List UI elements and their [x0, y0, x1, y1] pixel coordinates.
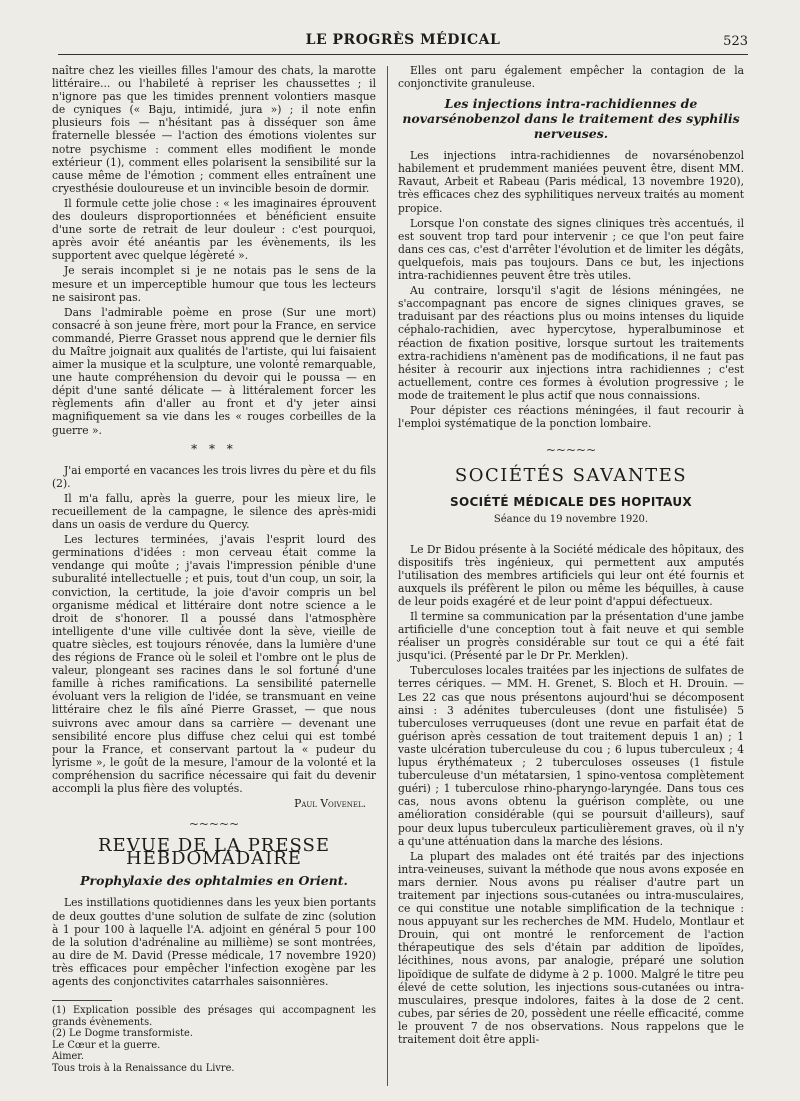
ornament-divider: ~~~~~ — [545, 443, 597, 458]
article-title: Prophylaxie des ophtalmies en Orient. — [80, 873, 348, 889]
paragraph: J'ai emporté en vacances les trois livres du père et du fils (2). — [52, 463, 376, 490]
section-title: REVUE DE LA PRESSE HEBDOMADAIRE — [98, 835, 330, 870]
footnote-rule — [52, 1000, 112, 1001]
footnote: Tous trois à la Renaissance du Livre. — [52, 1063, 235, 1075]
page-header — [58, 28, 748, 55]
society-name: SOCIÉTÉ MÉDICALE DES HOPITAUX — [450, 495, 692, 510]
running-title: LE PROGRÈS MÉDICAL — [305, 32, 501, 48]
footnote: Aimer. — [52, 1051, 85, 1063]
footnotes — [52, 1005, 376, 1075]
paragraph: Le Dr Bidou présente à la Société médicale des hôpitaux, des dispositifs très ingénieux, qui permettent aux amputés l'utilisation des membres artificiels qui leur ont été fournis et auxquels ils préfèrent le pilon ou même les béquilles, à cause de leur poids exagéré et de leur point d'appui défectueux. — [398, 542, 744, 608]
paragraph: La plupart des malades ont été traités par des injections intra-veineuses, suivant la méthode que nous avons exposée en mars dernier. Nous avons pu réaliser d'autre part un traitement par injections sous-cutanées ou intra-musculaires, ce qui constitue une notable simplification de la technique : nous appuyant sur les recherches de MM. Hudelo, Montlaur et Drouin, qui ont montré le renforcement de l'action thérapeutique des sels d'étain par addition de lipoïdes, lécithines, nous avons, par analogie, préparé une solution lipoïdique de sulfate de didyme à 2 p. 1000. Malgré le titre peu élevé de cette solution, les injections sous-cutanées ou intra-musculaires, presque indolores, faites à la dose de 2 cent. cubes, par séries de 20, possèdent une réelle efficacité, comme le prouvent 7 de nos observations. Nous rappelons que le traitement doit être appli- — [398, 849, 744, 1046]
section-title: SOCIÉTÉS SAVANTES — [454, 465, 688, 487]
paragraph: Il termine sa communication par la présentation d'une jambe artificielle d'une conception tout à fait neuve et qui semble réaliser un progrès considérable sur tout ce qui a été fait jusqu'ici. (Présenté par le Dr Pr. Merklen). — [398, 610, 744, 663]
paragraph: Je serais incomplet si je ne notais pas le sens de la mesure et un imperceptible humour que tous les lecteurs ne saisiront pas. — [52, 264, 376, 304]
session-date: Séance du 19 novembre 1920. — [493, 514, 649, 526]
paragraph: Les lectures terminées, j'avais l'esprit lourd des germinations d'idées : mon cerveau était comme la vendange qui moûte ; j'avais l'impression pénible d'une suburalité intellectuelle ; et puis, tout d'un coup, un soir, la conviction, la certitude, la joie d'avoir compris un bel organisme médical et littéraire dont notre science a le droit de s'honorer. Il a poussé dans l'atmosphère intelligente d'une ville cultivée dont la sève, vieille de quatre siècles, est toujours rénovée, dans la lumière d'une des régions de France où le soleil et l'ombre ont le plus de valeur, plongeant ses racines dans le sol fortuné d'une famille à riches ramifications. La sensibilité paternelle évoluant vers la religion de l'idée, se transmuant en veine littéraire chez le fils aîné Pierre Grasset, — que nous suivrons avec amour dans sa carrière — devenant une sensibilité encore plus diffuse chez celui qui est tombé pour la France, et conservant partout la « pudeur du lyrisme », le goût de la mesure, l'amour de la volonté et la compréhension du sacrifice nécessaire qui fait du devenir accompli la plus fière des voluptés. — [52, 533, 376, 795]
footnote: (1) Explication possible des présages qui accompagnent les grands évènements. — [52, 1005, 376, 1028]
article-title: Les injections intra-rachidiennes de novarsénobenzol dans le traitement des syphilis nerveuses. — [402, 96, 740, 142]
paragraph: Pour dépister ces réactions méningées, il faut recourir à l'emploi systématique de la ponction lombaire. — [398, 403, 744, 431]
footnote: (2) Le Dogme transformiste. — [52, 1028, 193, 1040]
paragraph: Il formule cette jolie chose : « les imaginaires éprouvent des douleurs disproportionnées et bénéficient ensuite d'une sorte de retrait de leur douleur : c'est pourquoi, après avoir été anéantis par les évènements, ils les supportent avec quelque légèreté ». — [52, 196, 376, 263]
right-column — [398, 64, 744, 1048]
paragraph: Il m'a fallu, après la guerre, pour les mieux lire, le recueillement de la campagne, le silence des après-midi dans un oasis de verdure du Quercy. — [52, 491, 376, 532]
paragraph: Tuberculoses locales traitées par les injections de sulfates de terres cériques. — MM. H. Grenet, S. Bloch et H. Drouin. — Les 22 cas que nous présentons aujourd'hui se décomposent ainsi : 3 adénites tuberculeuses (dont une fistulisée) 5 tuberculoses verruqueuses (dont une revue en parfait état de guérison après cessation de tout traitement depuis 1 an) ; 1 vaste ulcération tuberculeuse du cou ; 6 lupus tuberculeux ; 4 lupus érythémateux ; 2 tuberculoses osseuses (1 fistule tuberculeuse d'un métatarsien, 1 spino-ventosa complètement guéri) ; 1 tuberculose rhino-pharyngo-laryngée. Dans tous ces cas, nous avons obtenu la guérison complète, ou une amélioration considérable (qui se poursuit d'ailleurs), sauf pour deux lupus tuberculeux particulièrement graves, où il n'y a qu'une atténuation dans la marche des lésions. — [398, 664, 744, 848]
page-number: 523 — [723, 34, 748, 49]
paragraph: naître chez les vieilles filles l'amour des chats, la marotte littéraire... ou l'habileté à repriser les chaussettes ; il n'ignore pas que les timides prennent volontiers masque de cyniques (« Baju, intimidé, jura ») ; il note enfin plusieurs fois — n'hésitant pas à disséquer son âme fraternelle blessée — l'action des émotions violentes sur notre psychisme : comment elles modifient le monde extérieur (1), comment elles polarisent la sensibilité sur la cause même de l'émotion ; comment elles entraînent une cryesthésie douloureuse et un invincible besoin de dormir. — [52, 64, 376, 195]
paragraph: Les instillations quotidiennes dans les yeux bien portants de deux gouttes d'une solution de sulfate de zinc (solution à 1 pour 100 à laquelle l'A. adjoint en général 5 pour 100 de la solution d'adrénaline au millième) se sont montrées, au dire de M. David (Presse médicale, 17 novembre 1920) très efficaces pour empêcher l'infection exogène par les agents des conjonctivites catarrhales saisonnières. — [52, 896, 376, 988]
column-divider — [387, 66, 388, 1086]
ornament-divider: ~~~~~ — [188, 817, 240, 832]
paragraph: Les injections intra-rachidiennes de novarsénobenzol habilement et prudemment maniées peuvent être, disent MM. Ravaut, Arbeit et Rabeau (Paris médical, 13 novembre 1920), très efficaces chez des syphilitiques nerveux traités au moment propice. — [398, 149, 744, 215]
paragraph: Au contraire, lorsqu'il s'agit de lésions méningées, ne s'accompagnant pas encore de signes cliniques graves, se traduisant par des réactions plus ou moins intenses du liquide céphalo-rachidien, avec hypercytose, hyperalbuminose et réaction de fixation positive, lorsque surtout les traitements extra-rachidiens n'amènent pas de modifications, il ne faut pas hésiter à recourir aux injections intra rachidiennes ; c'est actuellement, contre ces formes à évolution progressive ; le mode de traitement le plus actif que nous connaissions. — [398, 284, 744, 402]
paragraph: Dans l'admirable poème en prose (Sur une mort) consacré à son jeune frère, mort pour la France, en service commandé, Pierre Grasset nous apprend que le dernier fils du Maître joignait aux qualités de l'artiste, qui lui faisaient aimer la musique et la sculpture, une volonté remarquable, une haute compréhension du devoir qui le poussa — en dépit d'une santé délicate — à littéralement forcer les règlements afin d'aller au front et d'y jeter ainsi magnifiquement sa vie dans les « rouges corbeilles de la guerre ». — [52, 305, 376, 437]
left-column — [52, 64, 376, 1075]
paragraph: Lorsque l'on constate des signes cliniques très accentués, il est souvent trop tard pour intervenir ; ce que l'on peut faire dans ces cas, c'est d'arrêter l'évolution et de limiter les dégâts, quelquefois, mais pas toujours. Dans ce but, les injections intra-rachidiennes peuvent être très utiles. — [398, 216, 744, 283]
paragraph: Elles ont paru également empêcher la contagion de la conjonctivite granuleuse. — [398, 64, 744, 91]
asterism-separator: * * * — [191, 441, 237, 456]
author-signature: Paul Voivenel. — [294, 797, 366, 811]
footnote: Le Cœur et la guerre. — [52, 1039, 161, 1051]
